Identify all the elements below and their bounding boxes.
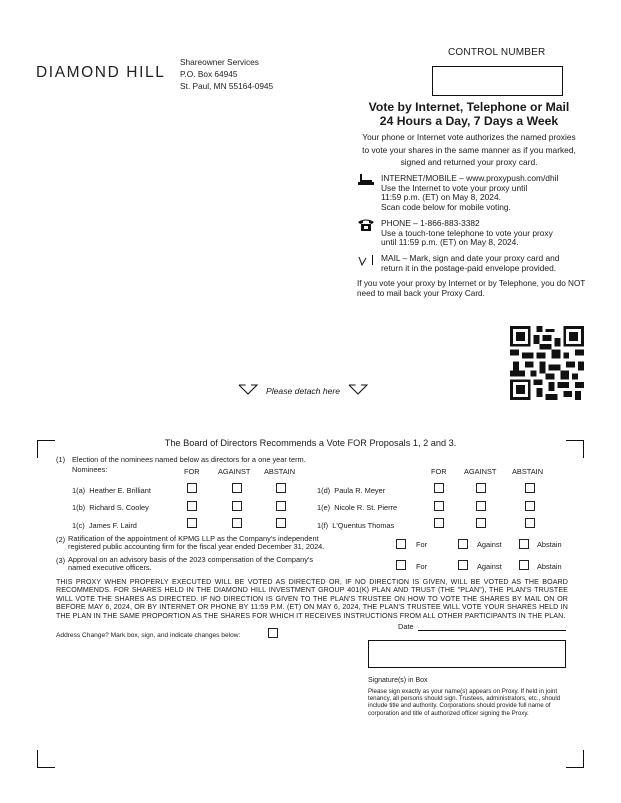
- checkbox-1e-against[interactable]: [476, 501, 486, 511]
- proposal-2-text: [68, 535, 324, 551]
- arrow-down-icon: [348, 384, 368, 397]
- checkbox-2-for[interactable]: [396, 539, 406, 549]
- nominee-name: Nicole R. St. Pierre: [334, 503, 398, 512]
- nominee-row: [317, 486, 385, 495]
- checkbox-1c-against[interactable]: [232, 518, 242, 528]
- option-label: For: [416, 562, 428, 571]
- nominee-name: James F. Laird: [88, 521, 137, 530]
- nominee-name: Paula R. Meyer: [334, 486, 386, 495]
- telephone-icon: [358, 219, 376, 233]
- checkbox-1b-for[interactable]: [187, 501, 197, 511]
- column-against: AGAINST: [464, 467, 497, 476]
- mail-line-2: return it in the postage-paid envelope provided.: [381, 262, 557, 273]
- address-line: St. Paul, MN 55164-0945: [180, 81, 274, 91]
- nominee-id: 1(b): [72, 503, 86, 512]
- checkbox-1e-abstain[interactable]: [525, 501, 535, 511]
- address-line: Shareowner Services: [180, 57, 259, 67]
- checkbox-3-against[interactable]: [458, 560, 468, 570]
- checkbox-1f-against[interactable]: [476, 518, 486, 528]
- checkbox-1a-abstain[interactable]: [276, 483, 286, 493]
- checkbox-1a-for[interactable]: [187, 483, 197, 493]
- proposal-2-line-1: Ratification of the appointment of KPMG LLP as the Company's independent: [68, 534, 319, 543]
- proposal-2-line-2: registered public accounting firm for the fiscal year ended December 31, 2024.: [68, 542, 325, 551]
- vote-headline: [360, 100, 578, 128]
- checkbox-1f-abstain[interactable]: [525, 518, 535, 528]
- nominee-row: [317, 503, 397, 512]
- option-label: Against: [477, 562, 502, 571]
- qr-code[interactable]: [510, 326, 584, 400]
- proposal-3-number: (3): [56, 556, 66, 565]
- nominee-row: [72, 486, 151, 495]
- phone-line-1: PHONE – 1-866-883-3382: [381, 218, 480, 228]
- internet-line-3: 11:59 p.m. (ET) on May 8, 2024.: [381, 192, 501, 203]
- vote-headline-line-2: 24 Hours a Day, 7 Days a Week: [379, 114, 559, 128]
- checkbox-1d-for[interactable]: [434, 483, 444, 493]
- return-address: [180, 56, 273, 92]
- vote-note: If you vote your proxy by Internet or by Telephone, you do NOT need to mail back your Proxy Card.: [357, 279, 586, 298]
- nominee-row: [72, 521, 137, 530]
- nominee-row: [72, 503, 149, 512]
- column-abstain: ABSTAIN: [512, 467, 544, 476]
- internet-line-4: Scan code below for mobile voting.: [381, 201, 511, 212]
- legal-statement: THIS PROXY WHEN PROPERLY EXECUTED WILL BE VOTED AS DIRECTED OR, IF NO DIRECTION IS GIVEN, WILL BE VOTED AS THE BOARD RECOMMENDS. FOR SHARES HELD IN THE DIAMOND HILL INVESTMENT GROUP 401(K) PLAN AND TRUST (THE "PLAN"), THE PLAN'S TRUSTEE WILL VOTE THE SHARES AS DIRECTED. IF NO DIRECTION IS GIVEN TO THE PLAN'S TRUSTEE ON HOW TO VOTE THE SHARES BY MAIL ON OR BEFORE MAY 6, 2024, OR BY INTERNET OR PHONE BY 11:59 P.M. (ET) ON MAY 6, 2024, THE PLAN'S TRUSTEE WILL VOTE YOUR SHARES HELD IN THE PLAN IN THE SAME PROPORTION AS THE SHARES FOR WHICH IT RECEIVES INSTRUCTIONS FROM ALL OTHER PARTICIPANTS IN THE PLAN.: [56, 578, 568, 620]
- date-field[interactable]: [418, 630, 566, 631]
- nominee-name: Richard S. Cooley: [89, 503, 149, 512]
- address-change-label: Address Change? Mark box, sign, and indicate changes below:: [56, 632, 241, 639]
- checkbox-2-against[interactable]: [458, 539, 468, 549]
- proposal-3-line-2: named executive officers.: [68, 563, 152, 572]
- checkbox-1f-for[interactable]: [434, 518, 444, 528]
- nominee-id: 1(a): [72, 486, 86, 495]
- mail-line-1: MAIL – Mark, sign and date your proxy card and: [381, 253, 560, 263]
- option-label: Against: [477, 540, 502, 549]
- signature-instructions: Please sign exactly as your name(s) appears on Proxy. If held in joint tenancy, all persons should sign. Trustees, administrators, etc., should include title and authority. Corporations should provide full name of corporation and title of authorized officer signing the Proxy.: [368, 688, 561, 717]
- detach-instruction: [238, 384, 368, 397]
- nominee-id: 1(f): [317, 521, 329, 530]
- nominee-name: Heather E. Brilliant: [89, 486, 151, 495]
- checkbox-3-abstain[interactable]: [519, 560, 529, 570]
- checkbox-1d-abstain[interactable]: [525, 483, 535, 493]
- internet-line-2: Use the Internet to vote your proxy until: [381, 182, 528, 193]
- vote-headline-line-1: Vote by Internet, Telephone or Mail: [368, 100, 570, 114]
- nominee-id: 1(d): [317, 486, 331, 495]
- column-abstain: ABSTAIN: [264, 467, 296, 476]
- proposal-3-line-1: Approval on an advisory basis of the 2023 compensation of the Company's: [68, 555, 314, 564]
- checkbox-1e-for[interactable]: [434, 501, 444, 511]
- vote-subtext: Your phone or Internet vote authorizes the named proxies to vote your shares in the same manner as if you marked, signed and returned your proxy card.: [362, 132, 576, 167]
- checkbox-1c-for[interactable]: [187, 518, 197, 528]
- control-number-box: [432, 66, 563, 96]
- control-number-label: CONTROL NUMBER: [448, 47, 546, 58]
- address-change-checkbox[interactable]: [268, 628, 278, 638]
- mail-icon: [358, 254, 376, 268]
- board-recommendation: The Board of Directors Recommends a Vote FOR Proposals 1, 2 and 3.: [164, 438, 457, 448]
- checkbox-1d-against[interactable]: [476, 483, 486, 493]
- proposal-2-number: (2): [56, 535, 66, 544]
- column-for: FOR: [431, 467, 447, 476]
- checkbox-3-for[interactable]: [396, 560, 406, 570]
- phone-line-3: until 11:59 p.m. (ET) on May 8, 2024.: [381, 237, 519, 248]
- signature-label: Signature(s) in Box: [368, 677, 428, 684]
- internet-line-1: INTERNET/MOBILE – www.proxypush.com/dhil: [381, 173, 559, 183]
- nominee-name: L'Quentus Thomas: [332, 521, 395, 530]
- crop-mark: [566, 750, 584, 768]
- signature-box[interactable]: [368, 640, 566, 668]
- arrow-down-icon: [238, 384, 258, 397]
- company-logo: DIAMOND HILL: [36, 64, 166, 81]
- checkbox-1a-against[interactable]: [232, 483, 242, 493]
- checkbox-1b-against[interactable]: [232, 501, 242, 511]
- computer-icon: [358, 174, 376, 188]
- proposal-1-text: Election of the nominees named below as directors for a one year term.: [72, 455, 306, 464]
- nominees-label: Nominees:: [72, 465, 108, 474]
- option-label: Abstain: [537, 562, 562, 571]
- nominee-id: 1(e): [317, 503, 331, 512]
- crop-mark: [37, 750, 55, 768]
- column-against: AGAINST: [218, 467, 251, 476]
- detach-label: Please detach here: [266, 385, 341, 396]
- option-label: For: [416, 540, 428, 549]
- date-label: Date: [398, 622, 414, 631]
- address-line: P.O. Box 64945: [180, 69, 238, 79]
- proposal-1-number: (1): [56, 455, 66, 464]
- checkbox-2-abstain[interactable]: [519, 539, 529, 549]
- column-for: FOR: [184, 467, 200, 476]
- nominee-row: [317, 521, 394, 530]
- proposal-3-text: [68, 556, 313, 572]
- option-label: Abstain: [537, 540, 562, 549]
- checkbox-1b-abstain[interactable]: [276, 501, 286, 511]
- checkbox-1c-abstain[interactable]: [276, 518, 286, 528]
- phone-line-2: Use a touch-tone telephone to vote your proxy: [381, 227, 553, 238]
- nominee-id: 1(c): [72, 521, 85, 530]
